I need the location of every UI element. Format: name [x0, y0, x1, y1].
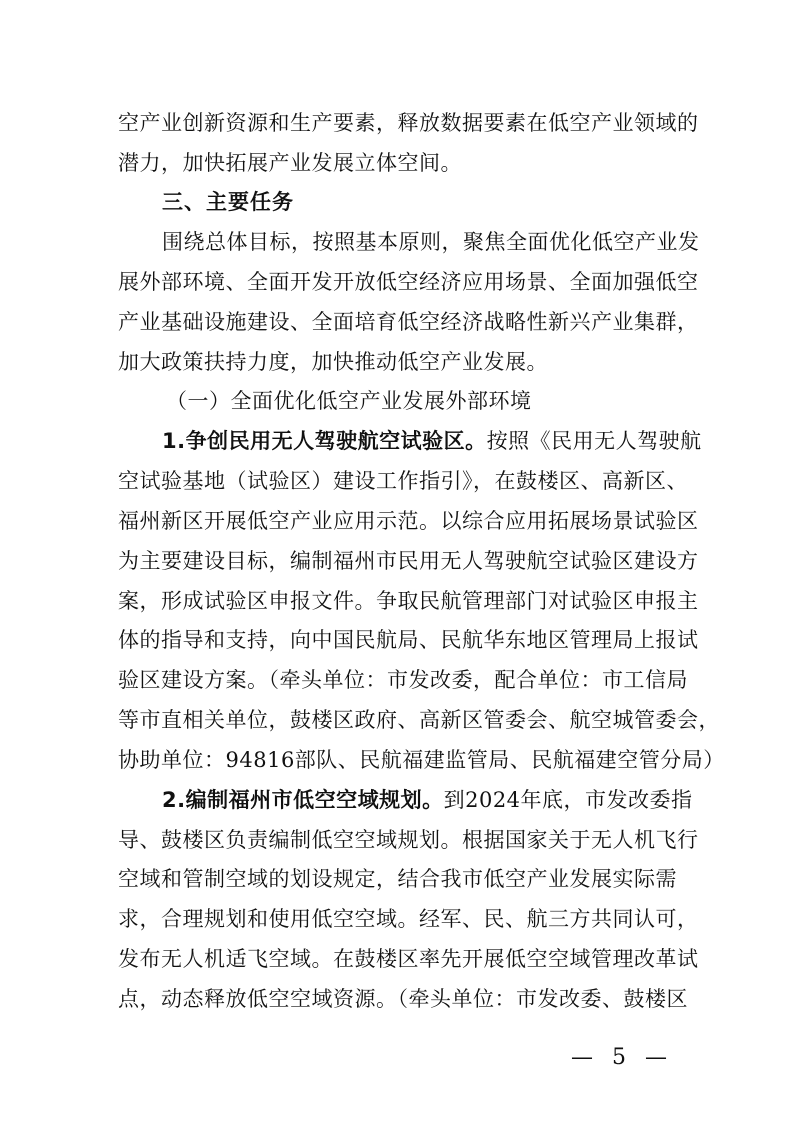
body-line-15: 验区建设方案。（牵头单位：市发改委，配合单位：市工信局 — [118, 668, 688, 692]
section-heading: 三、主要任务 — [162, 190, 294, 214]
body-line-19: 导、鼓楼区负责编制低空空域规划。根据国家关于无人机飞行 — [118, 828, 699, 852]
item-1-text: 按照《民用无人驾驶航 — [486, 429, 702, 453]
body-line-6: 产业基础设施建设、全面培育低空经济战略性新兴产业集群， — [118, 310, 699, 334]
body-line-20: 空域和管制空域的划设规定，结合我市低空产业发展实际需 — [118, 867, 677, 891]
body-line-12: 为主要建设目标，编制福州市民用无人驾驶航空试验区建设方 — [118, 549, 699, 573]
body-line-5: 展外部环境、全面开发开放低空经济应用场景、全面加强低空 — [118, 270, 699, 294]
body-line-4: 围绕总体目标，按照基本原则，聚焦全面优化低空产业发 — [162, 230, 700, 254]
body-line-10: 空试验基地（试验区）建设工作指引》，在鼓楼区、高新区、 — [118, 469, 688, 493]
body-line-13: 案，形成试验区申报文件。争取民航管理部门对试验区申报主 — [118, 589, 699, 613]
body-line-7: 加大政策扶持力度，加快推动低空产业发展。 — [118, 350, 548, 374]
body-line-1: 空产业创新资源和生产要素，释放数据要素在低空产业领域的 — [118, 111, 699, 135]
item-2-line-1 — [162, 786, 722, 814]
item-1-title: 1.争创民用无人驾驶航空试验区。 — [162, 429, 487, 453]
item-2-text: 到2024年底，市发改委指 — [443, 788, 693, 812]
item-1-line-1 — [162, 427, 722, 455]
body-line-21: 求，合理规划和使用低空空域。经军、民、航三方共同认可， — [118, 907, 699, 931]
body-line-2: 潜力，加快拓展产业发展立体空间。 — [118, 151, 462, 175]
body-line-11: 福州新区开展低空产业应用示范。以综合应用拓展场景试验区 — [118, 509, 699, 533]
body-line-17: 协助单位：94816部队、民航福建监管局、民航福建空管分局） — [118, 748, 725, 772]
item-2-title: 2.编制福州市低空空域规划。 — [162, 788, 444, 812]
body-line-16: 等市直相关单位，鼓楼区政府、高新区管委会、航空城管委会， — [118, 708, 720, 732]
page-number: — 5 — — [571, 1045, 673, 1070]
subsection-heading: （一）全面优化低空产业发展外部环境 — [166, 389, 532, 413]
body-line-23: 点，动态释放低空空域资源。（牵头单位：市发改委、鼓楼区 — [118, 987, 688, 1011]
body-line-22: 发布无人机适飞空域。在鼓楼区率先开展低空空域管理改革试 — [118, 947, 699, 971]
body-line-14: 体的指导和支持，向中国民航局、民航华东地区管理局上报试 — [118, 628, 699, 652]
